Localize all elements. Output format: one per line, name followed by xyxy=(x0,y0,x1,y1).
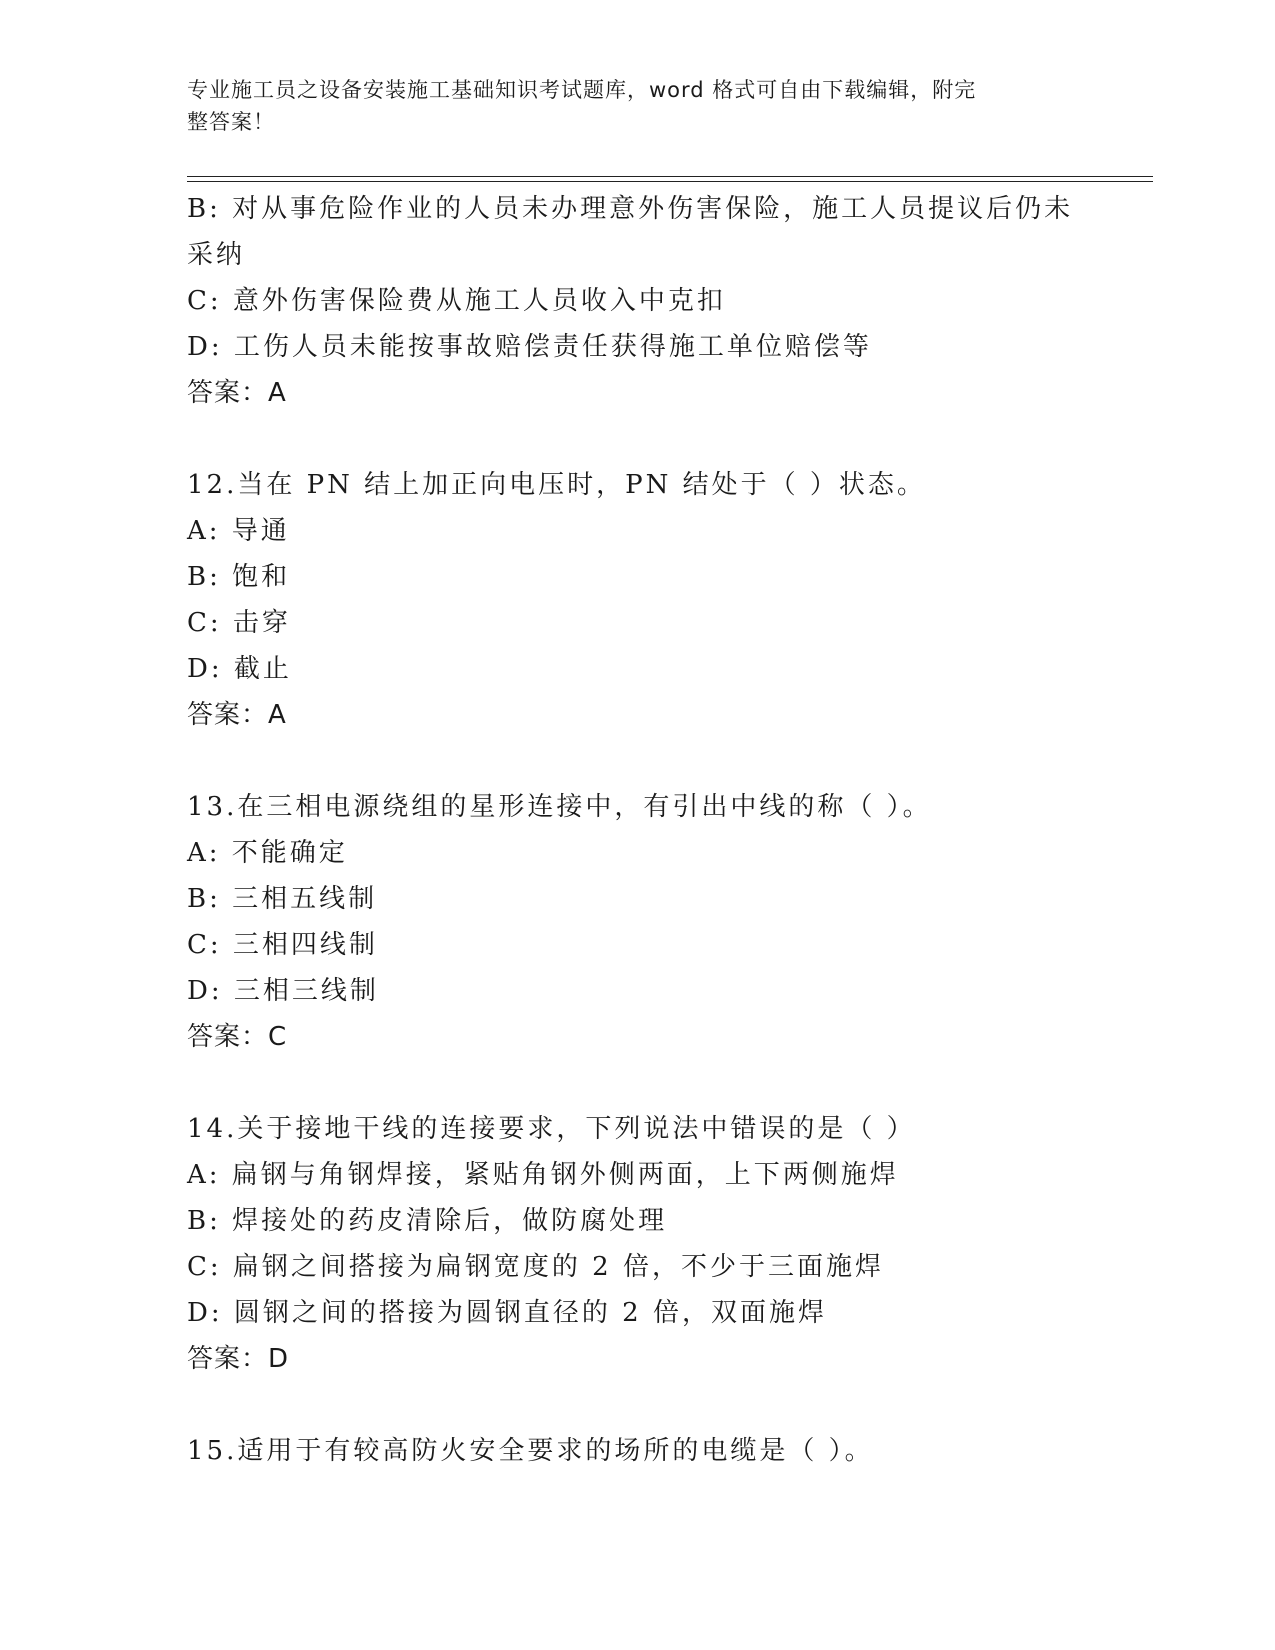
option-d: D: 圆钢之间的搭接为圆钢直径的 2 倍，双面施焊 xyxy=(187,1298,827,1328)
question-12 xyxy=(187,462,1127,738)
header-line-1: 专业施工员之设备安装施工基础知识考试题库，word 格式可自由下载编辑，附完 xyxy=(187,78,977,102)
spacer xyxy=(187,738,1127,784)
question-11-tail xyxy=(187,186,1127,416)
header-line-2: 整答案！ xyxy=(187,110,275,134)
question-text: 13.在三相电源绕组的星形连接中，有引出中线的称（ ）。 xyxy=(187,792,932,822)
spacer xyxy=(187,1382,1127,1428)
option-b-line-1: B: 对从事危险作业的人员未办理意外伤害保险，施工人员提议后仍未 xyxy=(187,194,1074,224)
question-list xyxy=(187,186,1127,1474)
option-d: D: 三相三线制 xyxy=(187,976,379,1006)
option-b-line-2: 采纳 xyxy=(187,240,246,270)
question-text: 12.当在 PN 结上加正向电压时，PN 结处于（ ）状态。 xyxy=(187,470,926,500)
option-d: D: 工伤人员未能按事故赔偿责任获得施工单位赔偿等 xyxy=(187,332,872,362)
option-c: C: 三相四线制 xyxy=(187,930,378,960)
spacer xyxy=(187,1060,1127,1106)
option-b: B: 三相五线制 xyxy=(187,884,378,914)
document-header xyxy=(187,74,1067,138)
option-b: B: 饱和 xyxy=(187,562,291,592)
option-b: B: 焊接处的药皮清除后，做防腐处理 xyxy=(187,1206,668,1236)
option-a: A: 不能确定 xyxy=(187,838,348,868)
answer: 答案：A xyxy=(187,700,287,730)
option-a: A: 导通 xyxy=(187,516,290,546)
header-divider-top xyxy=(187,176,1153,177)
option-c: C: 意外伤害保险费从施工人员收入中克扣 xyxy=(187,286,726,316)
spacer xyxy=(187,416,1127,462)
header-divider-bottom xyxy=(187,181,1153,182)
answer: 答案：A xyxy=(187,378,287,408)
option-c: C: 扁钢之间搭接为扁钢宽度的 2 倍，不少于三面施焊 xyxy=(187,1252,884,1282)
question-15 xyxy=(187,1428,1127,1474)
option-c: C: 击穿 xyxy=(187,608,291,638)
option-d: D: 截止 xyxy=(187,654,292,684)
question-text: 14.关于接地干线的连接要求，下列说法中错误的是（ ） xyxy=(187,1114,916,1144)
question-14 xyxy=(187,1106,1127,1382)
answer: 答案：C xyxy=(187,1022,288,1052)
answer: 答案：D xyxy=(187,1344,290,1374)
question-text: 15.适用于有较高防火安全要求的场所的电缆是（ ）。 xyxy=(187,1436,874,1466)
option-a: A: 扁钢与角钢焊接，紧贴角钢外侧两面，上下两侧施焊 xyxy=(187,1160,899,1190)
question-13 xyxy=(187,784,1127,1060)
